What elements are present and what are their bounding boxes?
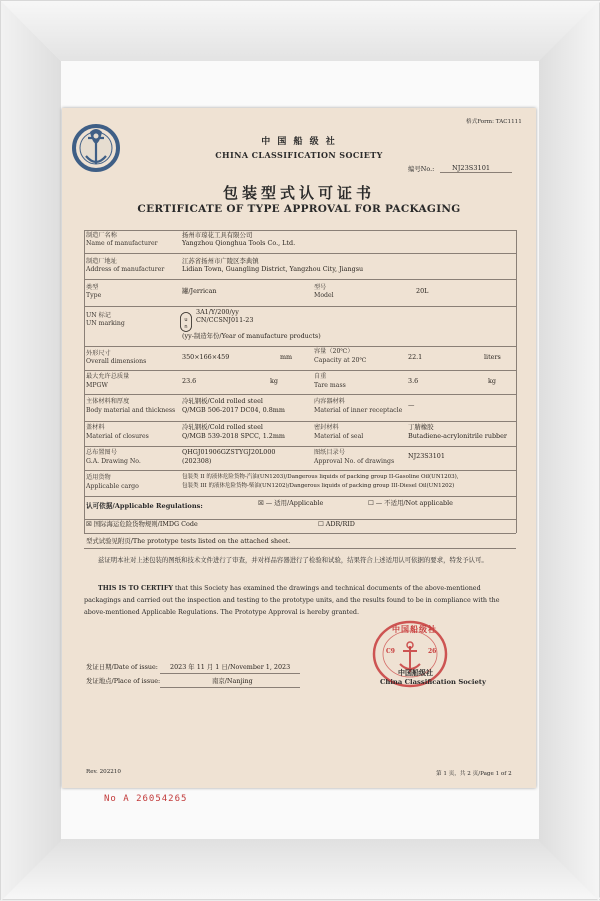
- dims-label-en: Overall dimensions: [86, 358, 147, 365]
- table-right-border: [516, 230, 517, 533]
- dims-label-cn: 外形尺寸: [86, 350, 111, 357]
- row-divider: [84, 253, 516, 254]
- society-name-en: CHINA CLASSIFICATION SOCIETY: [215, 150, 383, 160]
- issue-place-label: 发证地点/Place of issue:: [86, 677, 161, 685]
- row-divider: [84, 421, 516, 422]
- issue-place-underline: [160, 687, 300, 688]
- certify-text: that this Society has examined the drawings and technical documents of the above-mentioned packagings and carried out the inspection and testing to the prototype units, and the results found to be in compliance with the above-mentioned Applicable Regulations. The Prototype Approval is hereby granted.: [84, 584, 500, 616]
- page-indicator: 第 1 页，共 2 页/Page 1 of 2: [436, 771, 512, 777]
- cargo-line2: 包装类 III 的液体危险货物-柴油(UN1202)/Dangerous liquids of packing group III-Diesel Oil(UN1202): [182, 483, 455, 489]
- un-symbol-icon: [180, 312, 192, 332]
- closure-line2: Q/MGB 539-2018 SPCC, 1.2mm: [182, 432, 285, 440]
- body-material-line1: 冷轧钢板/Cold rolled steel: [182, 397, 263, 405]
- seal-top-text: 中国船级社: [392, 624, 437, 634]
- regulation-imdg-checkbox: ☒ 国际海运危险货物规则/IMDG Code: [86, 520, 198, 528]
- row-divider: [84, 279, 516, 280]
- un-marking-line3: (yy-制造年份/Year of manufacture products): [182, 332, 321, 340]
- regulations-legend-not-applicable: ☐ — 不适用/Not applicable: [368, 499, 453, 507]
- signatory-cn: 中国船级社: [398, 668, 433, 677]
- inner-material-label-en: Material of inner receptacle: [314, 407, 403, 414]
- certificate-paper: [62, 108, 536, 804]
- capacity-value: 22.1: [408, 353, 423, 361]
- frame-bevel-top: [1, 1, 600, 61]
- closure-line1: 冷轧钢板/Cold rolled steel: [182, 423, 263, 431]
- tare-unit: kg: [488, 377, 496, 385]
- un-label-en: UN marking: [86, 320, 125, 327]
- drawing-line1: QHGJ01906GZSTYGJ20L000: [182, 448, 276, 456]
- tare-label-en: Tare mass: [314, 382, 346, 389]
- seal-line2: Butadiene-acrylonitrile rubber: [408, 432, 507, 440]
- certificate-title-cn: 包装型式认可证书: [222, 184, 375, 202]
- dims-value: 350×166×459: [182, 353, 230, 361]
- mpgw-unit: kg: [270, 377, 278, 385]
- cargo-label-cn: 适用货物: [86, 474, 111, 481]
- capacity-unit: liters: [484, 353, 501, 361]
- inner-material-label-cn: 内容器材料: [314, 398, 345, 405]
- table-bottom-border: [84, 533, 516, 534]
- number-underline: [440, 172, 512, 173]
- ccs-anchor-logo-icon: [70, 118, 122, 178]
- body-material-line2: Q/MGB 506-2017 DC04, 0.8mm: [182, 406, 285, 414]
- dims-unit: mm: [280, 353, 293, 361]
- model-label-en: Model: [314, 292, 334, 299]
- address-cn: 江苏省扬州市广陵区李典镇: [182, 257, 259, 265]
- regulation-adr-checkbox: ☐ ADR/RID: [318, 520, 355, 528]
- issue-date-underline: [160, 673, 300, 674]
- manufacturer-en: Yangzhou Qionghua Tools Co., Ltd.: [182, 239, 296, 247]
- type-label-en: Type: [86, 292, 102, 299]
- cargo-line1: 包装类 II 的液体危险货物-汽油(UN1203)/Dangerous liquids of packing group II-Gasoline Oil(UN1203),: [182, 474, 459, 480]
- seal-code: C9: [386, 648, 395, 655]
- drawing-label-en: G.A. Drawing No.: [86, 458, 141, 465]
- tare-value: 3.6: [408, 377, 419, 385]
- body-material-label-cn: 主体材料和厚度: [86, 398, 130, 405]
- un-marking-line1: 3A1/Y/200/yy: [196, 308, 239, 316]
- certificate-number-label: 编号No.:: [408, 165, 435, 173]
- certificate-title-en: CERTIFICATE OF TYPE APPROVAL FOR PACKAGING: [137, 203, 461, 215]
- table-left-border: [84, 230, 85, 533]
- inner-material-value: —: [408, 401, 415, 409]
- regulations-label: 认可依据/Applicable Regulations:: [86, 502, 203, 510]
- body-material-label-en: Body material and thickness: [86, 407, 176, 414]
- drawing-label-cn: 总布置图号: [86, 449, 117, 456]
- certification-statement-en: [84, 582, 516, 618]
- seal-label-cn: 密封材料: [314, 424, 339, 431]
- issue-date-value: 2023 年 11 月 1 日/November 1, 2023: [170, 663, 291, 671]
- issue-place-value: 南京/Nanjing: [212, 677, 253, 685]
- prototype-note: 型式试验见附页/The prototype tests listed on the attached sheet.: [86, 537, 291, 545]
- regulations-legend-applicable: ☒ — 适用/Applicable: [258, 499, 324, 507]
- svg-text:n: n: [184, 324, 188, 330]
- drawings-approval-value: NJ23S3101: [408, 452, 445, 460]
- drawings-approval-label-cn: 图纸目录号: [314, 449, 345, 456]
- mpgw-label-cn: 最大允许总质量: [86, 373, 130, 380]
- row-divider: [84, 470, 516, 471]
- seal-line1: 丁腈橡胶: [408, 423, 434, 431]
- closure-label-en: Material of closures: [86, 433, 149, 440]
- cargo-label-en: Applicable cargo: [86, 483, 139, 490]
- serial-number: No A 26054265: [104, 794, 188, 804]
- svg-text:u: u: [184, 317, 188, 323]
- drawings-approval-label-en: Approval No. of drawings: [314, 458, 395, 465]
- signatory-en: China Classification Society: [380, 678, 486, 686]
- row-divider: [84, 446, 516, 447]
- frame-bevel-right: [539, 1, 599, 901]
- frame-bevel-bottom: [1, 839, 600, 899]
- manufacturer-label-en: Name of manufacturer: [86, 240, 158, 247]
- address-label-cn: 制造厂地址: [86, 258, 117, 265]
- certificate-number: NJ23S3101: [452, 164, 491, 172]
- tare-label-cn: 自重: [314, 373, 327, 380]
- note-divider: [84, 548, 516, 549]
- row-divider: [84, 306, 516, 307]
- closure-label-cn: 盖材料: [86, 424, 105, 431]
- capacity-label-cn: 容量（20℃）: [314, 348, 354, 355]
- revision: Rev. 202210: [86, 769, 121, 775]
- mpgw-value: 23.6: [182, 377, 197, 385]
- manufacturer-label-cn: 制造厂名称: [86, 232, 117, 239]
- certify-lead: THIS IS TO CERTIFY: [98, 584, 173, 592]
- drawing-line2: (202308): [182, 457, 212, 465]
- row-divider: [84, 394, 516, 395]
- certification-statement-cn: 兹证明本社对上述包装的图纸和技术文件进行了审查，并对样品容器进行了检验和试验，结果符合上述适用认可依据的要求，特发予认可。: [98, 556, 488, 564]
- type-label-cn: 类型: [86, 284, 99, 291]
- address-en: Lidian Town, Guangling District, Yangzhou City, Jiangsu: [182, 265, 364, 273]
- un-label-cn: UN 标记: [86, 312, 111, 319]
- society-name-cn: 中 国 船 级 社: [261, 137, 337, 147]
- manufacturer-cn: 扬州市琼花工具有限公司: [182, 231, 253, 239]
- issue-date-label: 发证日期/Date of issue:: [86, 663, 158, 671]
- row-divider: [84, 370, 516, 371]
- frame-bevel-left: [1, 1, 61, 901]
- seal-number: 26: [428, 648, 437, 655]
- address-label-en: Address of manufacturer: [86, 266, 165, 273]
- seal-label-en: Material of seal: [314, 433, 364, 440]
- capacity-label-en: Capacity at 20℃: [314, 357, 367, 364]
- model-label-cn: 型号: [314, 284, 327, 291]
- un-marking-line2: CN/CCSNJ011-23: [196, 316, 254, 324]
- form-number: 格式Form: TAC1111: [466, 119, 522, 125]
- table-top-border: [84, 230, 516, 231]
- row-divider: [84, 346, 516, 347]
- type-value: 罐/Jerrican: [182, 287, 217, 295]
- model-value: 20L: [416, 287, 429, 295]
- row-divider: [84, 496, 516, 497]
- mpgw-label-en: MPGW: [86, 382, 108, 389]
